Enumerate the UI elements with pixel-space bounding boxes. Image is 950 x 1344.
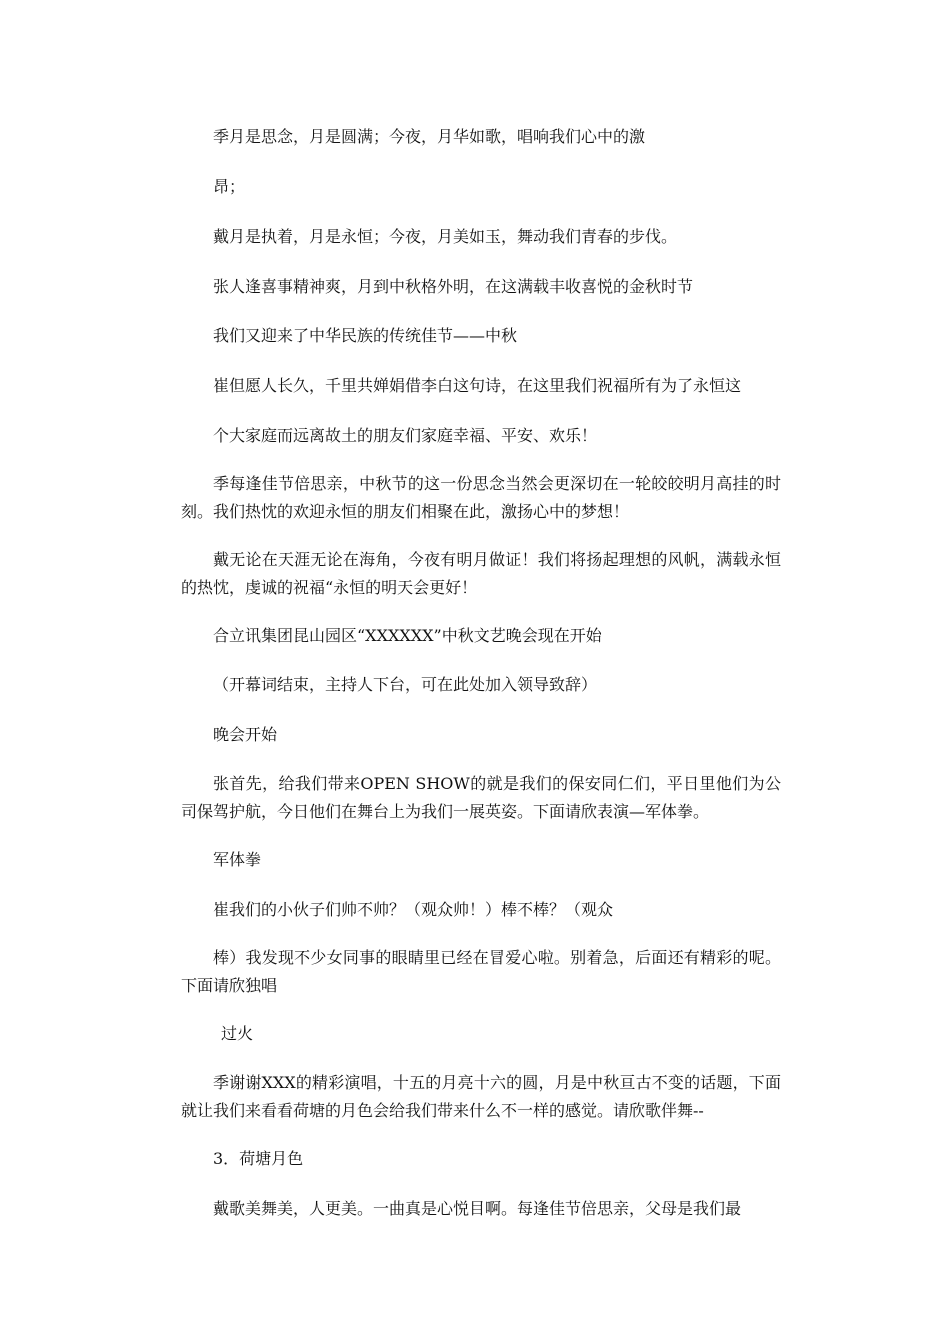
paragraph-5: 我们又迎来了中华民族的传统佳节——中秋: [213, 326, 518, 345]
paragraph-19: 3．荷塘月色: [213, 1149, 304, 1168]
paragraph-9: 戴无论在天涯无论在海角，今夜有明月做证！我们将扬起理想的风帆，满载永恒的热忱，虔诚的祝福“永恒的明天会更好！: [181, 550, 781, 597]
paragraph-14: 军体拳: [213, 850, 262, 869]
paragraph-11: （开幕词结束，主持人下台，可在此处加入领导致辞）: [213, 675, 598, 694]
paragraph-4: 张人逢喜事精神爽，月到中秋格外明，在这满载丰收喜悦的金秋时节: [213, 277, 694, 296]
paragraph-18: 季谢谢XXX的精彩演唱，十五的月亮十六的圆，月是中秋亘古不变的话题，下面就让我们来看看荷塘的月色会给我们带来什么不一样的感觉。请欣歌伴舞--: [181, 1073, 781, 1120]
paragraph-10: 合立讯集团昆山园区“XXXXXX”中秋文艺晚会现在开始: [213, 626, 602, 645]
paragraph-15: 崔我们的小伙子们帅不帅？（观众帅！）棒不棒？（观众: [213, 900, 614, 919]
paragraph-1: 季月是思念，月是圆满；今夜，月华如歌，唱响我们心中的激: [213, 127, 646, 146]
paragraph-13: 张首先，给我们带来OPEN SHOW的就是我们的保安同仁们，平日里他们为公司保驾护航，今日他们在舞台上为我们一展英姿。下面请欣表演—军体拳。: [181, 774, 781, 821]
paragraph-17: 过火: [221, 1024, 254, 1043]
paragraph-20: 戴歌美舞美，人更美。一曲真是心悦目啊。每逢佳节倍思亲，父母是我们最: [213, 1199, 742, 1218]
paragraph-3: 戴月是执着，月是永恒；今夜，月美如玉，舞动我们青春的步伐。: [213, 227, 678, 246]
paragraph-6: 崔但愿人长久，千里共婵娟借李白这句诗，在这里我们祝福所有为了永恒这: [213, 376, 742, 395]
paragraph-2: 昂；: [213, 177, 246, 196]
paragraph-8: 季每逢佳节倍思亲，中秋节的这一份思念当然会更深切在一轮皎皎明月高挂的时刻。我们热忱的欢迎永恒的朋友们相聚在此，激扬心中的梦想！: [181, 474, 781, 521]
paragraph-16: 棒）我发现不少女同事的眼睛里已经在冒爱心啦。别着急，后面还有精彩的呢。下面请欣独唱: [181, 948, 781, 995]
paragraph-12: 晚会开始: [213, 725, 278, 744]
paragraph-7: 个大家庭而远离故土的朋友们家庭幸福、平安、欢乐！: [213, 426, 598, 445]
